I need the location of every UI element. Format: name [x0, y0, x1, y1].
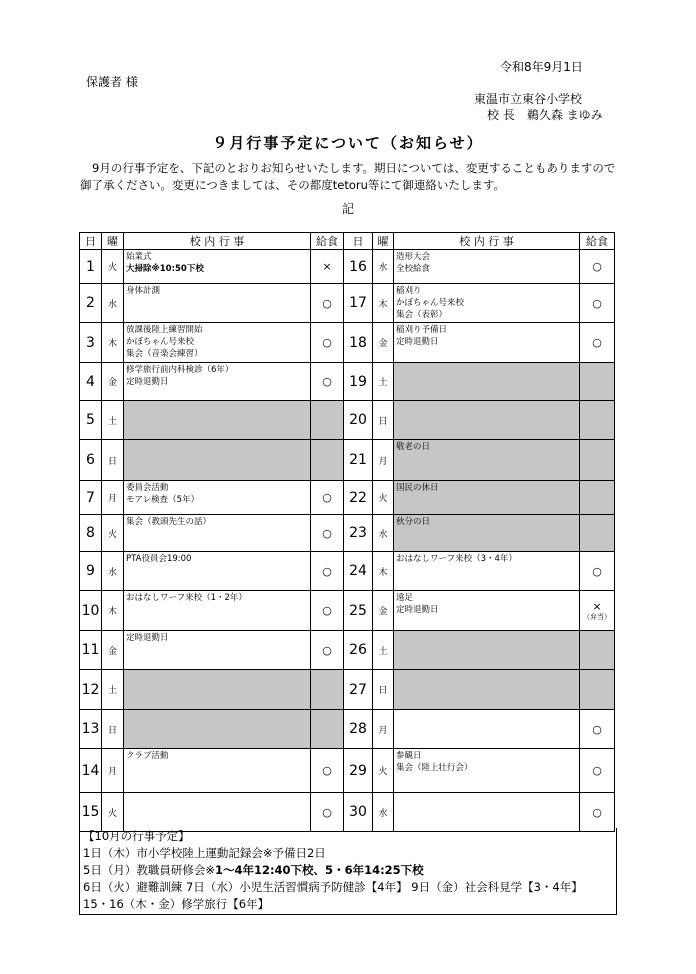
event-item: 集会（教頭先生の話） — [126, 517, 212, 527]
header-day: 日 — [344, 233, 373, 250]
meal-cell — [311, 710, 344, 749]
day-number: 15 — [80, 793, 102, 832]
meal-mark: ○ — [322, 643, 332, 657]
event-item: 大掃除※10:50下校 — [126, 264, 204, 274]
event-item: PTA役員会19:00 — [126, 554, 192, 564]
recipient: 保護者 様 — [86, 75, 138, 89]
meal-cell — [580, 793, 615, 832]
event-item: 集会（陸上壮行会） — [396, 763, 473, 773]
meal-mark: ○ — [322, 375, 332, 388]
events-cell — [124, 323, 311, 363]
meal-cell — [311, 250, 344, 284]
events-cell — [394, 670, 580, 710]
meal-cell — [580, 401, 615, 440]
events-cell — [124, 515, 311, 552]
meal-mark: ○ — [592, 764, 602, 777]
table-row — [80, 631, 615, 670]
day-of-week: 木 — [102, 323, 124, 363]
day-number: 29 — [344, 749, 373, 793]
header-meal: 給食 — [580, 233, 615, 250]
day-of-week: 木 — [373, 284, 394, 323]
october-line-part: 5日（月）教職員研修会※ — [83, 863, 215, 877]
day-of-week: 金 — [373, 591, 394, 631]
day-of-week: 水 — [102, 284, 124, 323]
meal-mark: ○ — [592, 260, 602, 273]
events-cell — [394, 591, 580, 631]
day-of-week: 木 — [373, 552, 394, 591]
table-row — [80, 710, 615, 749]
header-dow: 曜 — [102, 233, 124, 250]
october-heading: 【10月の行事予定】 — [83, 829, 190, 843]
meal-cell — [311, 552, 344, 591]
day-of-week: 水 — [373, 515, 394, 552]
event-item: 放課後陸上練習開始 — [126, 325, 203, 335]
events-cell — [394, 481, 580, 515]
events-cell — [394, 401, 580, 440]
meal-mark: ○ — [592, 722, 602, 736]
day-of-week: 火 — [373, 481, 394, 515]
events-cell — [394, 323, 580, 363]
meal-cell — [580, 631, 615, 670]
event-item: 定時退勤日 — [126, 633, 169, 643]
table-row — [80, 250, 615, 284]
event-item: 造形大会 — [396, 252, 431, 262]
events-cell — [394, 515, 580, 552]
events-cell — [394, 710, 580, 749]
october-line: 1日（木）市小学校陸上運動記録会※予備日2日 — [83, 846, 326, 860]
event-item: モアレ検査（5年） — [126, 495, 200, 505]
day-number: 18 — [344, 323, 373, 363]
table-row — [80, 284, 615, 323]
day-number: 3 — [80, 323, 102, 363]
event-item: 定時退勤日 — [396, 605, 439, 615]
meal-cell — [311, 284, 344, 323]
meal-mark: ○ — [592, 336, 602, 349]
day-number: 8 — [80, 515, 102, 552]
meal-cell — [311, 401, 344, 440]
day-of-week: 土 — [102, 670, 124, 710]
table-row — [80, 591, 615, 631]
events-cell — [124, 631, 311, 670]
october-line: 15・16（木・金）修学旅行【6年】 — [83, 897, 270, 911]
principal-name: 校 長 鵜久森 まゆみ — [487, 108, 603, 122]
day-of-week: 月 — [102, 481, 124, 515]
day-number: 30 — [344, 793, 373, 832]
events-cell — [124, 552, 311, 591]
day-number: 9 — [80, 552, 102, 591]
events-cell — [394, 631, 580, 670]
day-of-week: 火 — [373, 749, 394, 793]
events-cell — [394, 250, 580, 284]
meal-cell — [311, 440, 344, 481]
ki-mark: 記 — [341, 202, 354, 216]
event-item: 委員会活動 — [126, 483, 169, 493]
meal-cell — [580, 591, 615, 631]
table-row — [80, 440, 615, 481]
event-item: 定時退勤日 — [126, 377, 169, 387]
day-number: 25 — [344, 591, 373, 631]
event-item: かぼちゃん号来校 — [126, 337, 195, 347]
table-row — [80, 481, 615, 515]
day-of-week: 日 — [102, 710, 124, 749]
day-number: 14 — [80, 749, 102, 793]
event-item: 稲刈り予備日 — [396, 325, 448, 335]
day-number: 22 — [344, 481, 373, 515]
event-item: 国民の休日 — [396, 483, 439, 493]
header-events: 校 内 行 事 — [124, 233, 311, 250]
events-cell — [124, 284, 311, 323]
event-item: おはなしワーフ来校（3・4年） — [396, 554, 517, 564]
meal-cell — [580, 440, 615, 481]
events-cell — [124, 749, 311, 793]
events-cell — [394, 749, 580, 793]
meal-cell — [580, 749, 615, 793]
meal-mark: ○ — [592, 805, 602, 819]
header-events: 校 内 行 事 — [394, 233, 580, 250]
day-number: 11 — [80, 631, 102, 670]
meal-cell — [311, 323, 344, 363]
day-of-week: 金 — [102, 631, 124, 670]
schedule-table — [79, 232, 615, 832]
issue-date: 令和8年9月1日 — [500, 60, 583, 74]
meal-mark: ○ — [322, 526, 332, 540]
header-meal: 給食 — [311, 233, 344, 250]
day-number: 13 — [80, 710, 102, 749]
day-number: 5 — [80, 401, 102, 440]
day-of-week: 土 — [373, 363, 394, 401]
meal-cell — [311, 363, 344, 401]
day-of-week: 月 — [102, 749, 124, 793]
events-cell — [124, 670, 311, 710]
day-number: 21 — [344, 440, 373, 481]
events-cell — [124, 440, 311, 481]
day-number: 28 — [344, 710, 373, 749]
day-of-week: 火 — [102, 793, 124, 832]
event-item: 定時退勤日 — [396, 337, 439, 347]
meal-cell — [580, 515, 615, 552]
meal-mark: ○ — [322, 491, 332, 504]
event-item: 稲刈り — [396, 286, 422, 296]
event-item: 始業式 — [126, 252, 152, 262]
day-number: 20 — [344, 401, 373, 440]
header-day: 日 — [80, 233, 102, 250]
meal-cell — [580, 670, 615, 710]
meal-cell — [311, 749, 344, 793]
school-name: 東温市立東谷小学校 — [474, 92, 583, 106]
meal-cell — [580, 250, 615, 284]
events-cell — [124, 710, 311, 749]
meal-cell — [311, 670, 344, 710]
meal-cell — [311, 481, 344, 515]
events-cell — [124, 401, 311, 440]
event-item: クラブ活動 — [126, 751, 169, 761]
meal-mark: × — [592, 600, 602, 613]
event-item: 身体計測 — [126, 286, 161, 296]
day-number: 7 — [80, 481, 102, 515]
day-number: 6 — [80, 440, 102, 481]
meal-mark: ○ — [322, 296, 332, 310]
event-item: かぼちゃん号来校 — [396, 298, 465, 308]
events-cell — [394, 284, 580, 323]
events-cell — [124, 591, 311, 631]
events-cell — [124, 481, 311, 515]
table-row — [80, 552, 615, 591]
day-of-week: 木 — [102, 591, 124, 631]
day-of-week: 土 — [102, 401, 124, 440]
meal-mark: × — [322, 260, 332, 273]
day-of-week: 水 — [373, 250, 394, 284]
events-cell — [124, 363, 311, 401]
meal-cell — [311, 793, 344, 832]
day-number: 24 — [344, 552, 373, 591]
meal-note: （弁当） — [583, 613, 611, 621]
event-item: 参観日 — [396, 751, 422, 761]
day-number: 12 — [80, 670, 102, 710]
document-title: ９月行事予定について（お知らせ） — [212, 134, 484, 152]
october-line: 6日（火）避難訓練 7日（水）小児生活習慣病予防健診【4年】 9日（金）社会科見学【3・4年】 — [83, 880, 583, 894]
table-row — [80, 363, 615, 401]
table-row — [80, 749, 615, 793]
day-of-week: 金 — [373, 323, 394, 363]
day-number: 23 — [344, 515, 373, 552]
day-of-week: 日 — [373, 670, 394, 710]
events-cell — [394, 552, 580, 591]
table-row — [80, 515, 615, 552]
table-row — [80, 323, 615, 363]
table-row — [80, 793, 615, 832]
day-number: 19 — [344, 363, 373, 401]
day-of-week: 月 — [373, 710, 394, 749]
day-number: 2 — [80, 284, 102, 323]
day-of-week: 月 — [373, 440, 394, 481]
meal-cell — [311, 515, 344, 552]
event-item: 遠足 — [396, 593, 414, 603]
event-item: 集会（音楽会練習） — [126, 349, 203, 359]
day-number: 26 — [344, 631, 373, 670]
meal-mark: ○ — [592, 564, 602, 578]
event-item: 秋分の日 — [396, 517, 431, 527]
table-row — [80, 401, 615, 440]
table-row — [80, 670, 615, 710]
meal-mark: ○ — [592, 296, 602, 310]
event-item: 全校給食 — [396, 264, 431, 274]
table-header-row — [80, 233, 615, 250]
day-of-week: 土 — [373, 631, 394, 670]
meal-mark: ○ — [322, 805, 332, 819]
day-number: 4 — [80, 363, 102, 401]
meal-cell — [580, 552, 615, 591]
meal-cell — [580, 710, 615, 749]
meal-mark: ○ — [322, 604, 332, 617]
meal-mark: ○ — [322, 564, 332, 578]
event-item: 修学旅行前内科検診（6年） — [126, 365, 234, 375]
meal-cell — [580, 323, 615, 363]
day-number: 16 — [344, 250, 373, 284]
intro-paragraph: 9月の行事予定を、下記のとおりお知らせいたします。期日については、変更することもありますので御了承ください。変更につきましては、その都度tetoru等にて御連絡いたします。 — [80, 161, 616, 192]
event-item: おはなしワーフ来校（1・2年） — [126, 593, 247, 603]
day-of-week: 火 — [102, 250, 124, 284]
meal-cell — [580, 284, 615, 323]
event-item: 敬老の日 — [396, 442, 431, 452]
day-number: 17 — [344, 284, 373, 323]
meal-cell — [311, 631, 344, 670]
meal-cell — [580, 363, 615, 401]
october-schedule — [79, 828, 617, 915]
day-of-week: 火 — [102, 515, 124, 552]
meal-mark: ○ — [322, 764, 332, 777]
events-cell — [394, 793, 580, 832]
day-number: 10 — [80, 591, 102, 631]
day-of-week: 水 — [102, 552, 124, 591]
events-cell — [394, 363, 580, 401]
october-line — [83, 862, 616, 879]
event-item: 集会（表彰） — [396, 310, 448, 320]
events-cell — [124, 793, 311, 832]
meal-mark: ○ — [322, 336, 332, 349]
day-of-week: 水 — [373, 793, 394, 832]
day-number: 27 — [344, 670, 373, 710]
day-of-week: 日 — [373, 401, 394, 440]
october-dismissal-times: 1～4年12:40下校、5・6年14:25下校 — [214, 863, 424, 877]
day-number: 1 — [80, 250, 102, 284]
events-cell — [124, 250, 311, 284]
meal-cell — [580, 481, 615, 515]
meal-cell — [311, 591, 344, 631]
header-dow: 曜 — [373, 233, 394, 250]
day-of-week: 日 — [102, 440, 124, 481]
events-cell — [394, 440, 580, 481]
day-of-week: 金 — [102, 363, 124, 401]
